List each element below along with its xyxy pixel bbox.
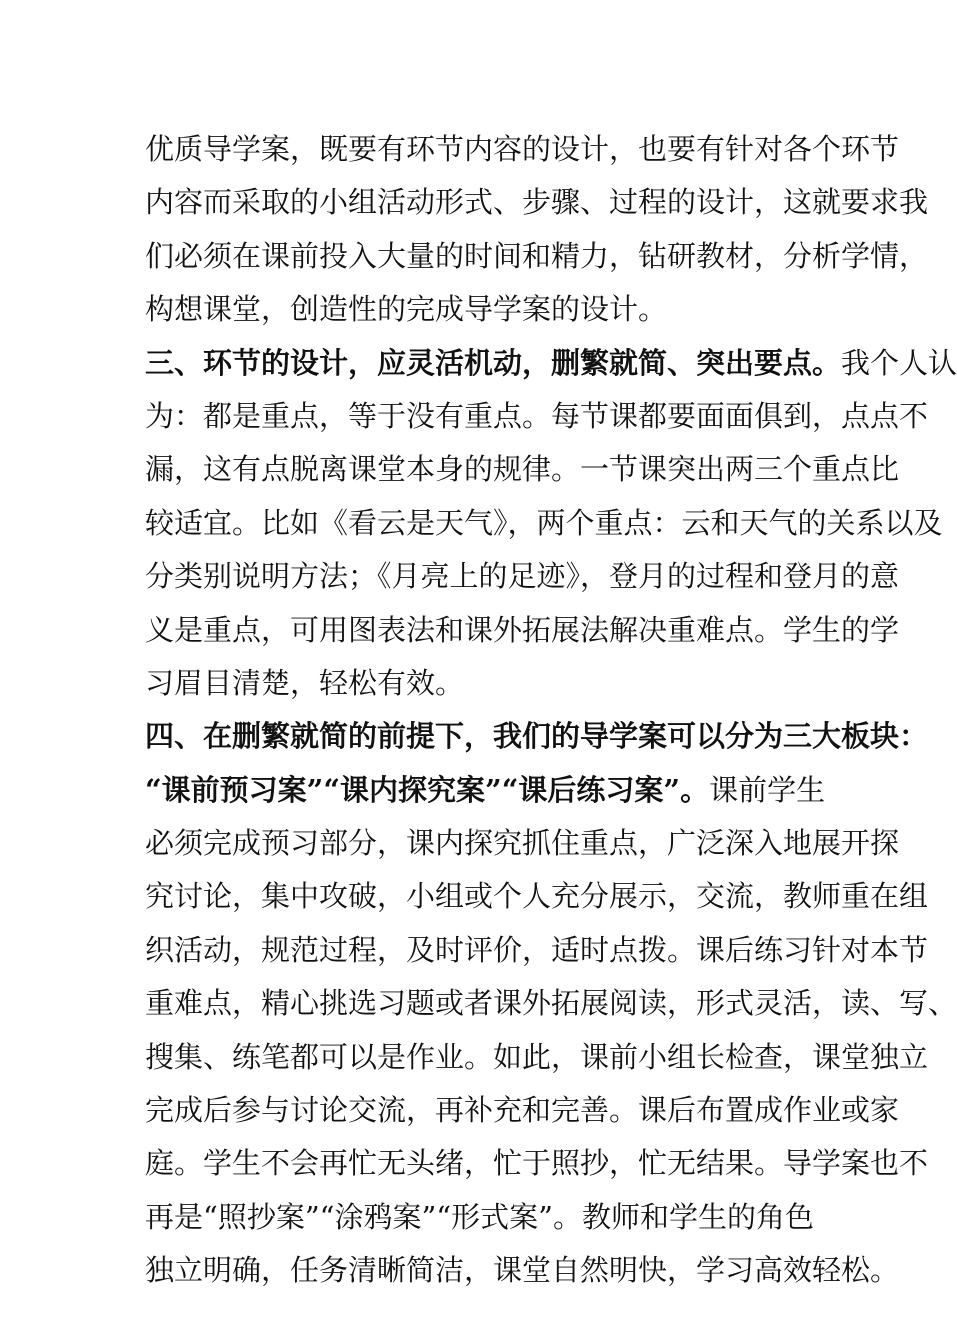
section-three-heading: 三、环节的设计，应灵活机动，删繁就简、突出要点。 — [145, 345, 842, 380]
text-line: 究讨论，集中攻破，小组或个人充分展示，交流，教师重在组 — [145, 879, 929, 914]
text-line: 们必须在课前投入大量的时间和精力，钻研教材，分析学情， — [145, 238, 929, 273]
text-line: 习眉目清楚，轻松有效。 — [145, 665, 465, 700]
text-line: 搜集、练笔都可以是作业。如此，课前小组长检查，课堂独立 — [145, 1039, 929, 1074]
text-line: 必须完成预习部分，课内探究抓住重点，广泛深入地展开探 — [145, 826, 900, 861]
text-run: 课前学生 — [709, 772, 826, 807]
section-four-heading: 四、在删繁就简的前提下，我们的导学案可以分为三大板块： — [145, 719, 929, 754]
document-page — [145, 123, 957, 1298]
text-line: 义是重点，可用图表法和课外拓展法解决重难点。学生的学 — [145, 612, 900, 647]
text-line: 内容而采取的小组活动形式、步骤、过程的设计，这就要求我 — [145, 185, 929, 220]
text-line: 织活动，规范过程，及时评价，适时点拨。课后练习针对本节 — [145, 932, 929, 967]
text-line: 构想课堂，创造性的完成导学案的设计。 — [145, 292, 668, 327]
text-line: 较适宜。比如《看云是天气》，两个重点：云和天气的关系以及 — [145, 505, 943, 540]
text-line — [145, 337, 957, 390]
paragraph-design-requirements — [145, 123, 929, 337]
text-line: 分类别说明方法；《月亮上的足迹》，登月的过程和登月的意 — [145, 559, 900, 594]
text-line: 独立明确，任务清晰简洁，课堂自然明快，学习高效轻松。 — [145, 1253, 900, 1288]
text-line: 漏，这有点脱离课堂本身的规律。一节课突出两三个重点比 — [145, 452, 900, 487]
text-line: 再是“照抄案”“涂鸦案”“形式案”。教师和学生的角色 — [145, 1199, 814, 1234]
text-line: 庭。学生不会再忙无头绪，忙于照抄，忙无结果。导学案也不 — [145, 1146, 929, 1181]
text-line: 优质导学案，既要有环节内容的设计，也要有针对各个环节 — [145, 132, 900, 166]
text-run: 我个人认 — [841, 345, 957, 380]
section-four-heading-cont: “课前预习案”“课内探究案”“课后练习案”。 — [145, 772, 710, 807]
paragraph-section-three — [145, 337, 957, 711]
text-line — [145, 764, 826, 817]
paragraph-section-four — [145, 710, 957, 1297]
text-line: 重难点，精心挑选习题或者课外拓展阅读，形式灵活，读、写、 — [145, 986, 957, 1021]
text-line: 完成后参与讨论交流，再补充和完善。课后布置成作业或家 — [145, 1093, 900, 1128]
text-line: 为：都是重点，等于没有重点。每节课都要面面俱到，点点不 — [145, 398, 929, 433]
